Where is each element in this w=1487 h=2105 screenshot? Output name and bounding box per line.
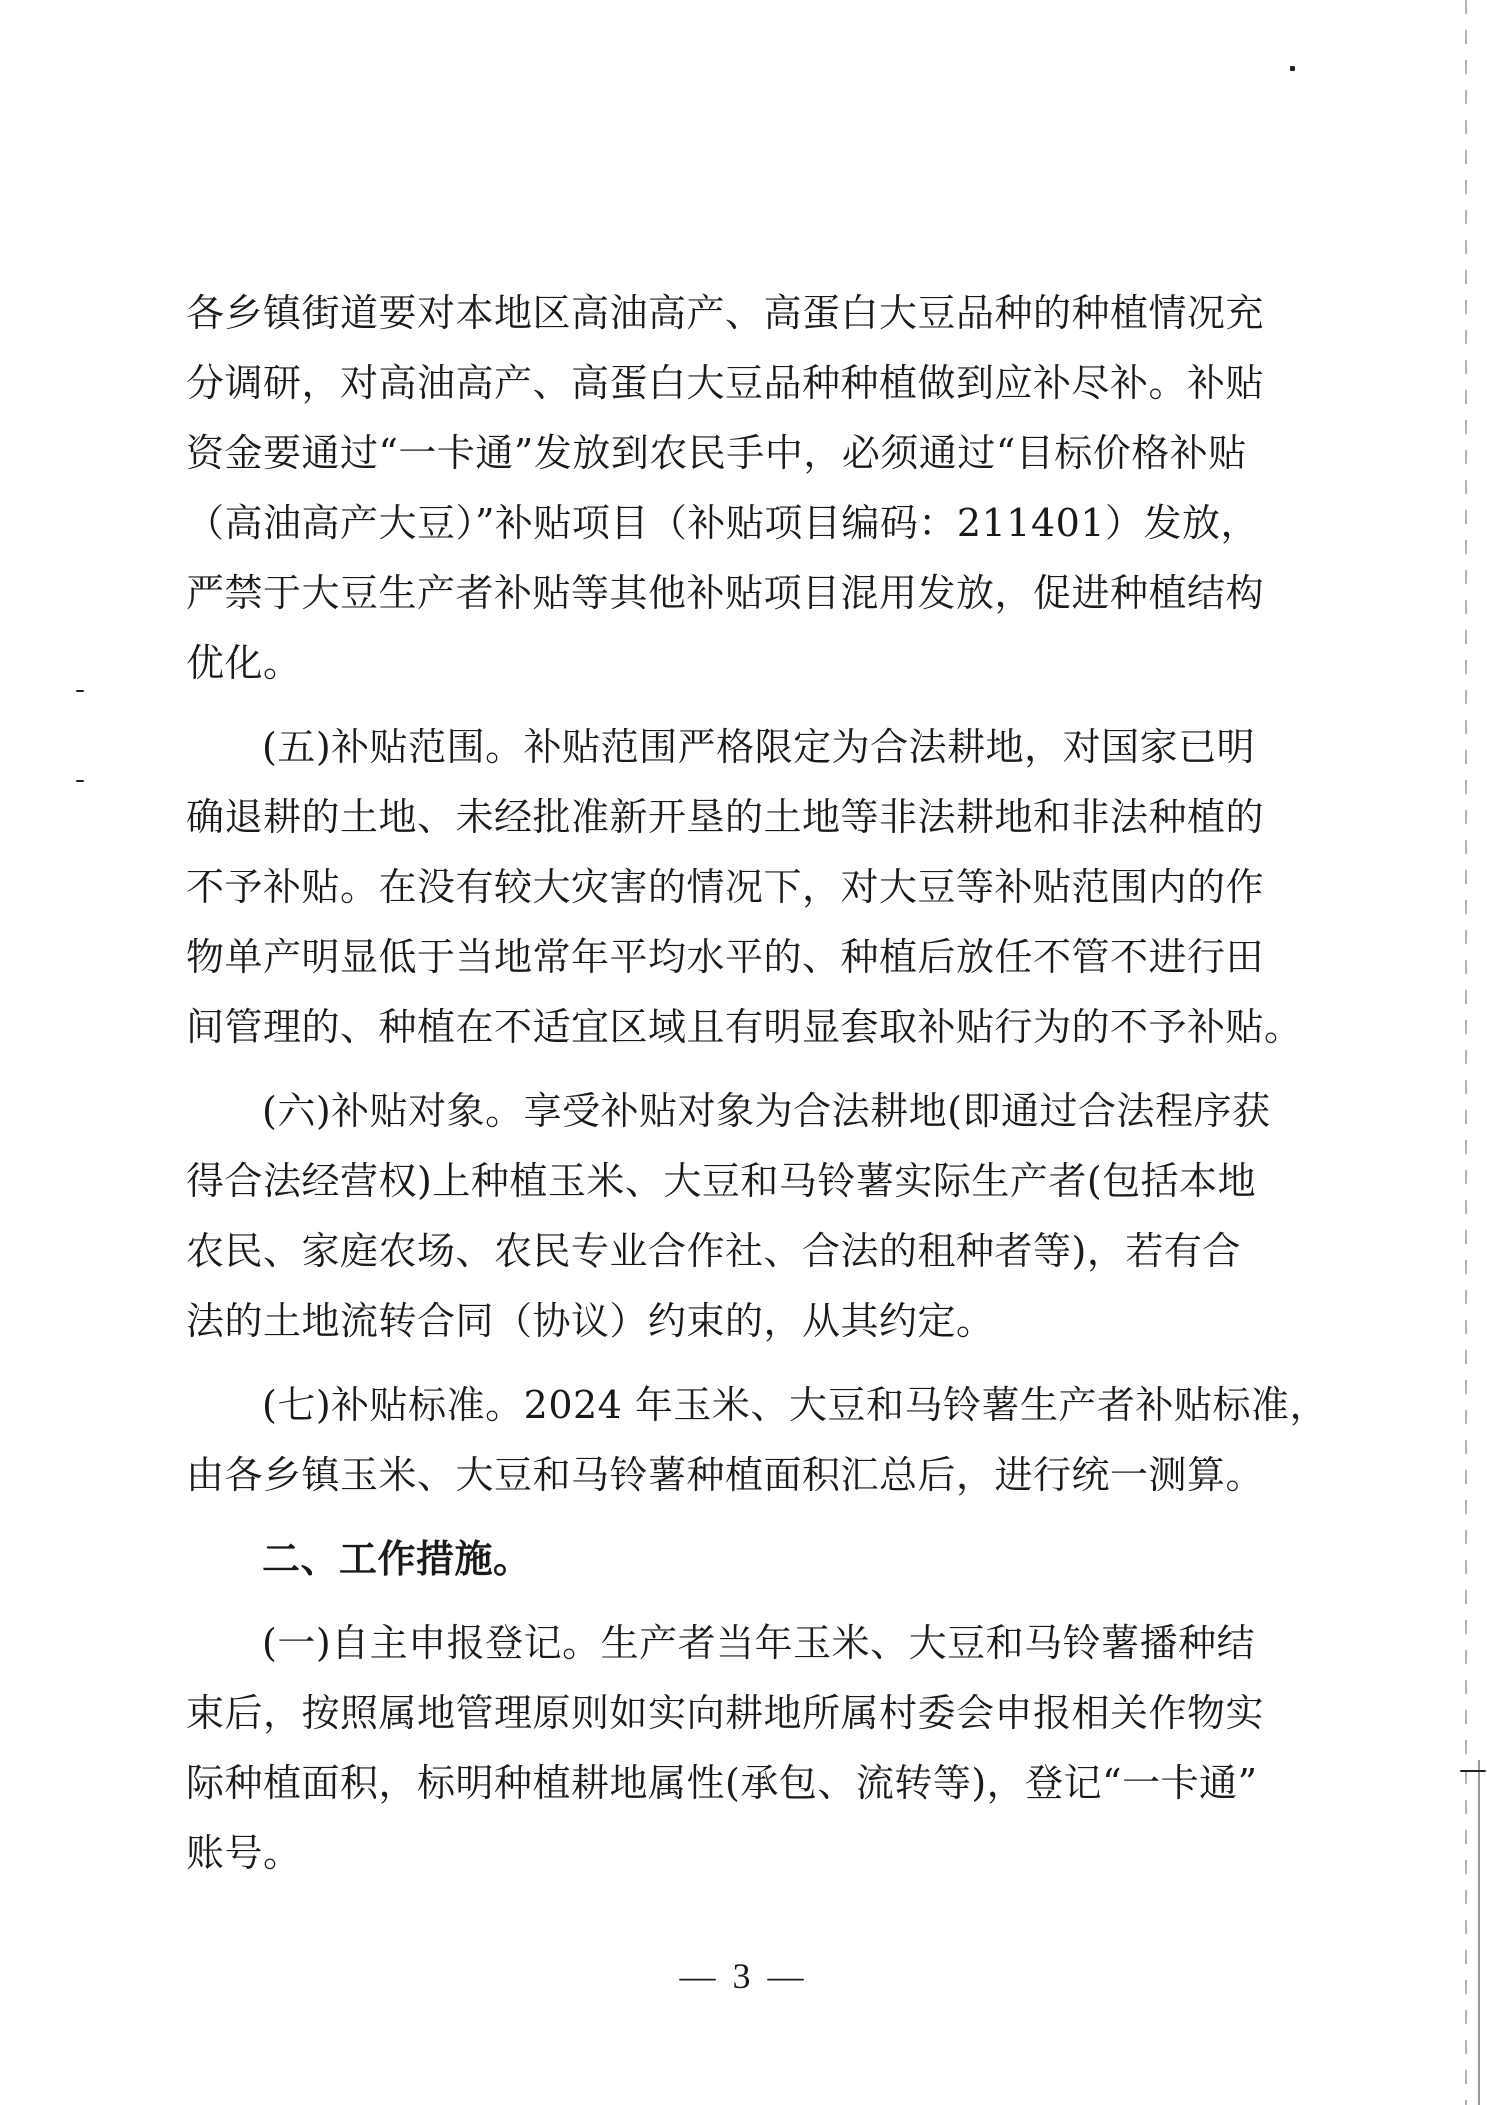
text-line: (五)补贴范围。补贴范围严格限定为合法耕地，对国家已明: [262, 725, 1256, 769]
text-line: 束后，按照属地管理原则如实向耕地所属村委会申报相关作物实: [186, 1691, 1265, 1735]
paragraph-gap: [186, 1594, 1268, 1608]
paragraph: [186, 1370, 1328, 1510]
text-line: 资金要通过“一卡通”发放到农民手中，必须通过“目标价格补贴: [186, 431, 1247, 475]
text-line: 二、工作措施。: [262, 1537, 532, 1581]
text-line: (七)补贴标准。2024 年玉米、大豆和马铃薯生产者补贴标准，: [262, 1383, 1328, 1427]
paragraph: [186, 1076, 1271, 1356]
text-line: （高油高产大豆）”补贴项目（补贴项目编码：211401）发放，: [186, 501, 1259, 545]
text-line: 严禁于大豆生产者补贴等其他补贴项目混用发放，促进种植结构: [186, 571, 1265, 615]
paragraph: [186, 712, 1303, 1062]
text-line: (一)自主申报登记。生产者当年玉米、大豆和马铃薯播种结: [262, 1621, 1256, 1665]
page-number: — 3 —: [679, 1956, 808, 1996]
paragraph: [186, 1608, 1268, 1888]
section-heading: [186, 1524, 1268, 1594]
text-line: 由各乡镇玉米、大豆和马铃薯种植面积汇总后，进行统一测算。: [186, 1453, 1265, 1497]
paragraph-gap: [186, 1062, 1268, 1076]
scan-speck: [1290, 66, 1295, 71]
text-line: 际种植面积，标明种植耕地属性(承包、流转等)，登记“一卡通”: [186, 1761, 1258, 1805]
text-line: 法的土地流转合同（协议）约束的，从其约定。: [186, 1299, 995, 1343]
text-line: 账号。: [186, 1831, 302, 1875]
text-line: (六)补贴对象。享受补贴对象为合法耕地(即通过合法程序获: [262, 1089, 1271, 1133]
document-body: [186, 278, 1328, 1888]
scan-speck: [76, 780, 84, 782]
text-line: 优化。: [186, 641, 302, 685]
scan-edge-artifact: [1478, 1760, 1480, 2105]
text-line: 不予补贴。在没有较大灾害的情况下，对大豆等补贴范围内的作: [186, 865, 1265, 909]
scan-speck: [1460, 1770, 1486, 1772]
paragraph-gap: [186, 1510, 1268, 1524]
text-line: 确退耕的土地、未经批准新开垦的土地等非法耕地和非法种植的: [186, 795, 1265, 839]
paragraph: [186, 278, 1268, 698]
text-line: 农民、家庭农场、农民专业合作社、合法的租种者等)，若有合: [186, 1229, 1241, 1273]
paragraph-gap: [186, 1356, 1268, 1370]
text-line: 得合法经营权)上种植玉米、大豆和马铃薯实际生产者(包括本地: [186, 1159, 1257, 1203]
scan-speck: [76, 690, 84, 692]
paragraph-gap: [186, 698, 1268, 712]
text-line: 间管理的、种植在不适宜区域且有明显套取补贴行为的不予补贴。: [186, 1005, 1303, 1049]
scan-edge-artifact: [1465, 0, 1467, 2105]
text-line: 各乡镇街道要对本地区高油高产、高蛋白大豆品种的种植情况充: [186, 291, 1265, 335]
text-line: 物单产明显低于当地常年平均水平的、种植后放任不管不进行田: [186, 935, 1265, 979]
text-line: 分调研，对高油高产、高蛋白大豆品种种植做到应补尽补。补贴: [186, 361, 1265, 405]
